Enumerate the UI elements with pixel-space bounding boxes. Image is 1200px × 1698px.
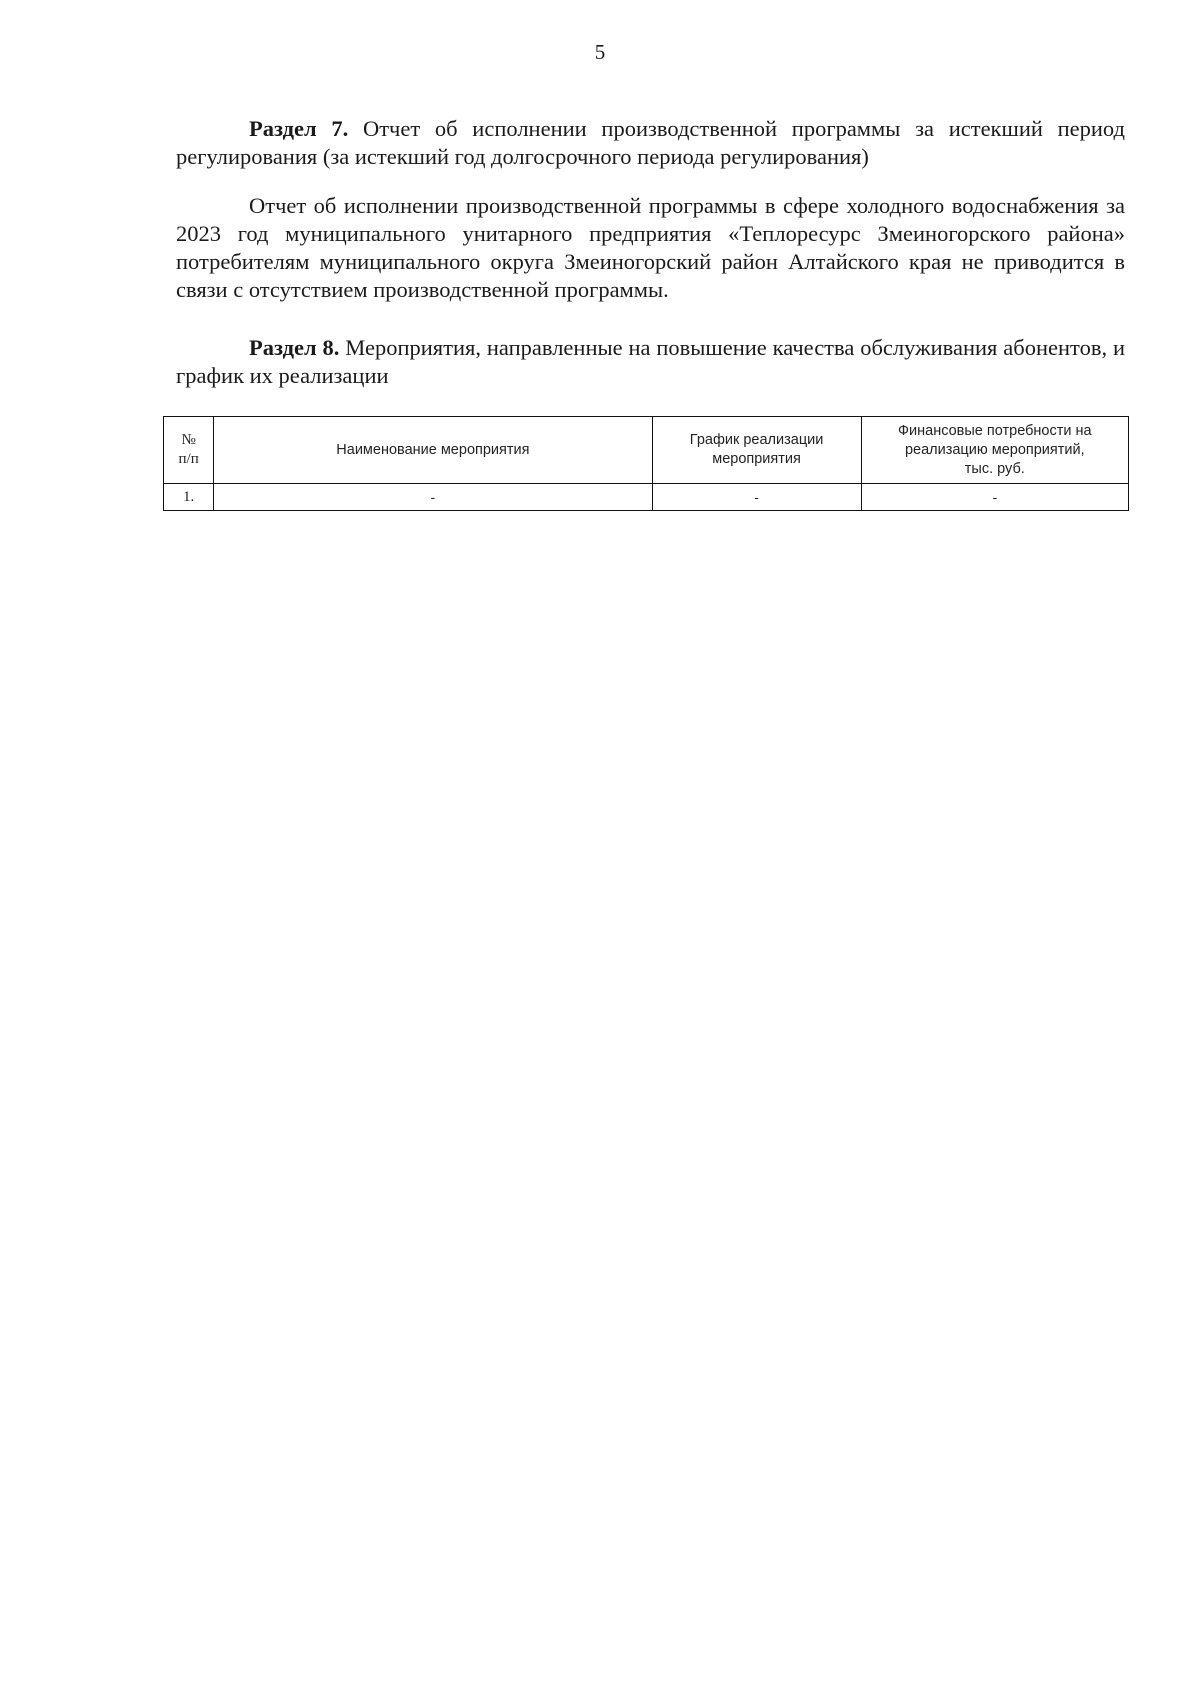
header-finance-line1: Финансовые потребности на (898, 422, 1092, 439)
header-schedule-line2: мероприятия (712, 451, 801, 467)
measures-table (163, 416, 1129, 511)
header-number-line1: № (181, 432, 196, 448)
header-schedule (652, 417, 861, 484)
row-measure-name: - (214, 484, 652, 511)
section-8-heading (176, 334, 1125, 390)
header-finance-line2: реализацию мероприятий, (904, 441, 1085, 458)
header-finance (861, 417, 1128, 484)
section-7-heading (176, 115, 1125, 171)
section-7-title: Отчет об исполнении производственной программы за истекший период регулирования (за истекший год долгосрочного периода регулирования) (176, 116, 1125, 169)
section-8-title: Мероприятия, направленные на повышение качества обслуживания абонентов, и график их реализации (176, 335, 1125, 388)
row-number: 1. (164, 484, 214, 511)
table-row (164, 484, 1129, 511)
header-schedule-line1: График реализации (689, 432, 824, 448)
row-finance: - (861, 484, 1128, 511)
section-8-label: Раздел 8. (249, 335, 340, 360)
header-number (164, 417, 214, 484)
section-7-label: Раздел 7. (249, 116, 349, 141)
page-number: 5 (594, 40, 606, 64)
header-finance-line3: тыс. руб. (964, 460, 1025, 477)
table-header-row (164, 417, 1129, 484)
header-number-line2: п/п (178, 451, 199, 467)
header-measure-name: Наименование мероприятия (214, 417, 652, 484)
report-paragraph: Отчет об исполнении производственной программы в сфере холодного водоснабжения за 2023 год муниципального унитарного предприятия «Теплоресурс Змеиногорского района» потребителям муниципального округа Змеиногорский район Алтайского края не приводится в связи с отсутствием производственной программы. (176, 193, 1125, 302)
row-schedule: - (652, 484, 861, 511)
